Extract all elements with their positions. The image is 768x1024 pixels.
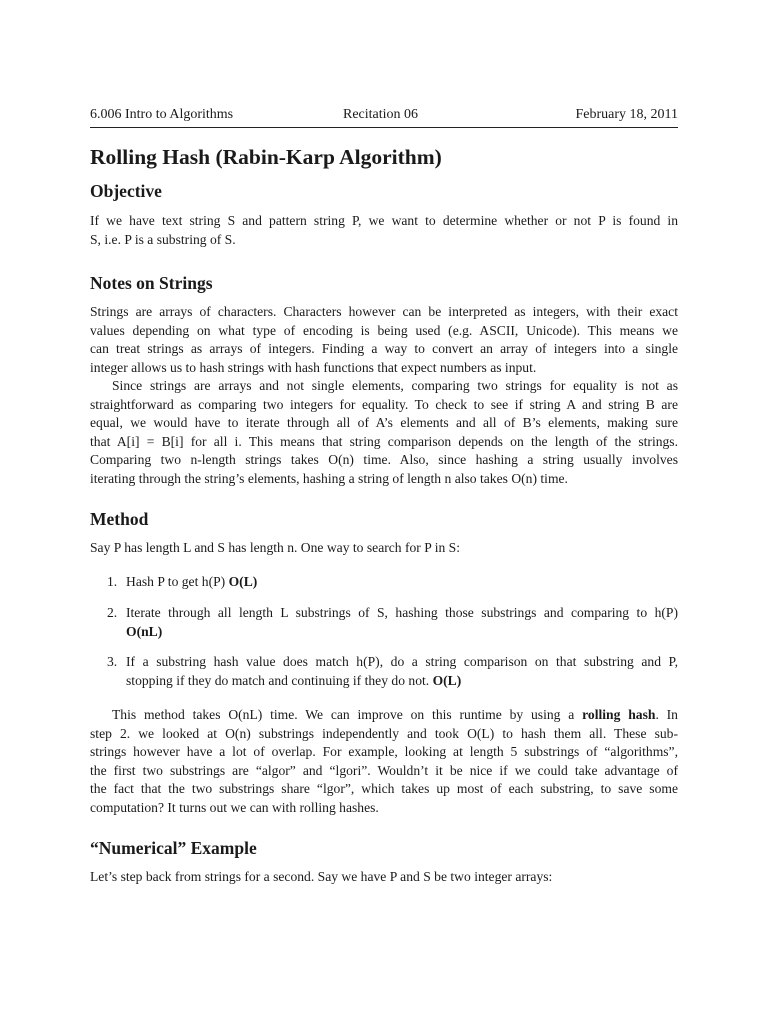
- step-line: [126, 573, 678, 592]
- step-text: Hash P to get h(P): [126, 574, 226, 589]
- method-line: step 2. we looked at O(n) substrings independently and took O(L) to hash them all. These sub-: [90, 725, 678, 741]
- method-line: the fact that the two substrings share “lgor”, which takes up most of each substring, to save some: [90, 781, 678, 796]
- method-intro-line: Say P has length L and S has length n. One way to search for P in S:: [90, 540, 460, 555]
- step-number: 1.: [107, 574, 118, 589]
- step-cost: O(nL): [126, 623, 163, 639]
- header-course: 6.006 Intro to Algorithms: [90, 107, 234, 122]
- running-header: [90, 106, 678, 124]
- step-cost: O(L): [228, 574, 258, 589]
- notes-line: Comparing two n-length strings takes O(n) time. Also, since hashing a string usually involves: [90, 452, 678, 467]
- notes-paragraph-1: [90, 303, 678, 488]
- method-line: strings however have a lot of overlap. For example, looking at length 5 substrings of “algorithms”,: [90, 744, 678, 759]
- step-text: If a substring hash value does match h(P), do a string comparison on that substring and P,: [126, 654, 678, 669]
- objective-line: If we have text string S and pattern string P, we want to determine whether or not P is found in: [90, 213, 678, 228]
- rolling-hash-term: rolling hash: [582, 707, 656, 722]
- objective-line: S, i.e. P is a substring of S.: [90, 231, 236, 247]
- method-heading: Method: [90, 509, 149, 529]
- page-title: Rolling Hash (Rabin-Karp Algorithm): [90, 145, 442, 169]
- method-line: computation? It turns out we can with rolling hashes.: [90, 799, 379, 815]
- step-number: 3.: [107, 654, 118, 669]
- method-line: [90, 706, 678, 725]
- numerical-line: Let’s step back from strings for a second. Say we have P and S be two integer arrays:: [90, 869, 553, 884]
- step-number: 2.: [107, 605, 118, 620]
- numerical-heading: “Numerical” Example: [90, 838, 257, 858]
- step-cost: O(L): [432, 672, 462, 688]
- header-date: February 18, 2011: [575, 107, 678, 122]
- method-line: the first two substrings are “algor” and “lgori”. Wouldn’t it be nice if we could take advantage of: [90, 762, 678, 778]
- header-recitation: Recitation 06: [343, 107, 419, 122]
- notes-line: values depending on what type of encoding is being used (e.g. ASCII, Unicode). This means we: [90, 322, 678, 338]
- objective-paragraph: [90, 212, 678, 249]
- notes-line: equal, we would have to iterate through all of A’s elements and all of B’s elements, making sure: [90, 415, 678, 430]
- objective-heading: Objective: [90, 181, 162, 201]
- method-line-text: . In: [655, 707, 678, 722]
- notes-line: Since strings are arrays and not single elements, comparing two strings for equality is not as: [112, 378, 678, 393]
- step-text: stopping if they do match and continuing if they do not.: [126, 672, 430, 688]
- header-rule: [90, 127, 678, 128]
- notes-line: can treat strings as arrays of integers. Finding a way to convert an array of integers into a single: [90, 341, 678, 356]
- notes-line: that A[i] = B[i] for all i. This means that string comparison depends on the length of the strings.: [90, 433, 678, 449]
- numerical-intro: [90, 868, 678, 887]
- step-line: [126, 672, 678, 691]
- notes-line: iterating through the string’s elements, hashing a string of length n also takes O(n) time.: [90, 470, 568, 486]
- notes-heading: Notes on Strings: [90, 273, 213, 293]
- notes-line: integer allows us to hash strings with hash functions that expect numbers as input.: [90, 359, 537, 375]
- notes-line: straightforward as comparing two integers for equality. To check to see if string A and string B are: [90, 396, 678, 412]
- step-text: Iterate through all length L substrings of S, hashing those substrings and comparing to h(P): [126, 605, 678, 620]
- method-line-text: This method takes O(nL) time. We can improve on this runtime by using a: [112, 707, 575, 722]
- method-paragraph: [90, 706, 678, 817]
- method-intro: [90, 539, 678, 558]
- notes-line: Strings are arrays of characters. Characters however can be interpreted as integers, with their exact: [90, 304, 678, 319]
